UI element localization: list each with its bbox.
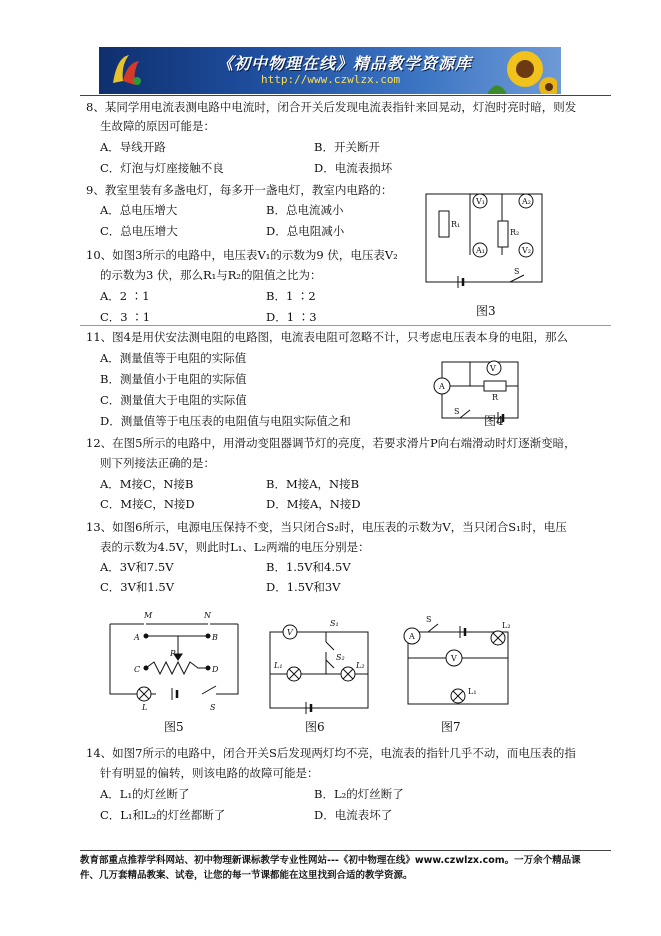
footer-line-2: 件、几万套精品教案、试卷，让您的每一节课都能在这里找到合适的教学资源。 xyxy=(80,870,413,881)
fig5-label: B xyxy=(212,633,218,642)
site-logo-icon xyxy=(107,51,145,89)
fig6-label: L₂ xyxy=(356,661,365,670)
fig3-label: R₂ xyxy=(510,228,520,237)
fig3-label: S xyxy=(514,267,520,276)
fig7-label: V xyxy=(451,654,457,663)
resistor-r1-icon xyxy=(439,211,449,237)
q13-option-a: A．3V和7.5V xyxy=(100,560,174,574)
q11-option-d: D．测量值等于电压表的电阻值与电阻实际值之和 xyxy=(100,414,351,428)
figure-3-caption: 图3 xyxy=(476,304,496,318)
q14-line2: 针有明显的偏转，则该电路的故障可能是： xyxy=(100,766,319,780)
fig4-label: S xyxy=(454,407,460,416)
fig6-label: L₁ xyxy=(274,661,283,670)
q13-line1: 13、如图6所示，电源电压保持不变，当只闭合S₂时，电压表的示数为V，当只闭合S₁时，电压 xyxy=(86,520,567,534)
q10-option-c: C．3 ∶1 xyxy=(100,310,151,324)
q11-option-a: A．测量值等于电阻的实际值 xyxy=(100,351,247,365)
fig7-label: S xyxy=(426,615,432,624)
q8-line1: 8、某同学用电流表测电路中电流时，闭合开关后发现电流表指针来回晃动，灯泡时亮时暗，则发 xyxy=(86,100,577,114)
resistor-r2-icon xyxy=(498,221,508,247)
q14-line1: 14、如图7所示的电路中，闭合开关S后发现两灯均不亮，电流表的指针几乎不动，而电压表的指 xyxy=(86,746,576,760)
q10-option-a: A．2 ∶1 xyxy=(100,289,150,303)
fig7-label: A xyxy=(409,632,415,641)
figure-4-circuit xyxy=(428,356,538,424)
switch-icon xyxy=(428,624,438,632)
q9-option-c: C．总电压增大 xyxy=(100,224,178,238)
q11-option-c: C．测量值大于电阻的实际值 xyxy=(100,393,247,407)
fig5-label: D xyxy=(212,665,219,674)
header-title: 《初中物理在线》精品教学资源库 xyxy=(217,54,473,73)
switch-icon xyxy=(460,410,470,418)
q13-option-d: D．1.5V和3V xyxy=(266,580,341,594)
fig5-label: A xyxy=(134,633,140,642)
q12-option-b: B．M接A，N接B xyxy=(266,477,360,491)
q8-option-c: C．灯泡与灯座接触不良 xyxy=(100,161,224,175)
footer-rule xyxy=(80,850,611,851)
fig3-label: A₂ xyxy=(522,197,531,206)
q14-option-d: D．电流表坏了 xyxy=(314,808,393,822)
q10-line2: 的示数为3 伏，那么R₁与R₂的阻值之比为： xyxy=(100,268,322,282)
q14-option-c: C．L₁和L₂的灯丝都断了 xyxy=(100,808,226,822)
figure-7-circuit xyxy=(398,606,524,714)
fig4-label: V xyxy=(490,364,496,373)
q10-option-d: D．1 ∶3 xyxy=(266,310,317,324)
fig6-label: S₂ xyxy=(336,653,345,662)
figure-7-caption: 图7 xyxy=(441,720,461,734)
q13-option-c: C．3V和1.5V xyxy=(100,580,175,594)
q9-option-a: A．总电压增大 xyxy=(100,203,178,217)
switch-s1-icon xyxy=(326,642,334,650)
q9-option-d: D．总电阻减小 xyxy=(266,224,345,238)
fig5-label: L xyxy=(142,703,148,712)
figure-4-caption: 图4 xyxy=(484,414,504,428)
q8-option-a: A．导线开路 xyxy=(100,140,166,154)
figure-6-caption: 图6 xyxy=(305,720,325,734)
q11-line1: 11、图4是用伏安法测电阻的电路图，电流表电阻可忽略不计，只考虑电压表本身的电阻，那么 xyxy=(86,330,568,344)
header-url[interactable]: http://www.czwlzx.com xyxy=(261,73,401,86)
q10-line1: 10、如图3所示的电路中，电压表V₁的示数为9 伏，电压表V₂ xyxy=(86,248,398,262)
fig5-label: N xyxy=(204,611,211,620)
fig6-label: V xyxy=(287,628,293,637)
q12-option-d: D．M接A，N接D xyxy=(266,497,361,511)
q12-line1: 12、在图5所示的电路中，用滑动变阻器调节灯的亮度，若要求滑片P向右端滑动时灯逐渐变暗， xyxy=(86,436,576,450)
fig5-label: C xyxy=(134,665,141,674)
sunflower-icon xyxy=(477,47,557,94)
header-banner xyxy=(99,47,561,94)
figure-3-circuit xyxy=(418,187,548,297)
fig5-label: M xyxy=(144,611,153,620)
fig7-label: L₁ xyxy=(468,687,477,696)
q12-option-a: A．M接C，N接B xyxy=(100,477,194,491)
fig3-label: R₁ xyxy=(451,220,461,229)
switch-s-icon xyxy=(510,275,524,282)
fig3-label: V₁ xyxy=(476,197,485,206)
q12-option-c: C．M接C，N接D xyxy=(100,497,195,511)
q10-option-b: B．1 ∶2 xyxy=(266,289,316,303)
section-rule xyxy=(80,325,611,326)
fig7-label: L₂ xyxy=(502,621,511,630)
q9-option-b: B．总电流减小 xyxy=(266,203,344,217)
q8-line2: 生故障的原因可能是： xyxy=(100,119,215,133)
q13-line2: 表的示数为4.5V，则此时L₁、L₂两端的电压分别是： xyxy=(100,540,370,554)
fig4-label: A xyxy=(439,382,445,391)
fig5-label: S xyxy=(210,703,216,712)
footer-line-1: 教育部重点推荐学科网站、初中物理新课标教学专业性网站---《初中物理在线》www.czwlzx.com。一万余个精品课 xyxy=(80,855,581,866)
q8-option-d: D．电流表损坏 xyxy=(314,161,393,175)
fig6-label: S₁ xyxy=(330,619,339,628)
q14-option-a: A．L₁的灯丝断了 xyxy=(100,787,190,801)
q9-line1: 9、教室里装有多盏电灯，每多开一盏电灯，教室内电路的： xyxy=(86,183,393,197)
fig5-label: P xyxy=(170,649,176,658)
q14-option-b: B．L₂的灯丝断了 xyxy=(314,787,404,801)
fig3-label: V₂ xyxy=(522,246,531,255)
q13-option-b: B．1.5V和4.5V xyxy=(266,560,351,574)
q8-option-b: B．开关断开 xyxy=(314,140,380,154)
header-rule xyxy=(80,95,611,96)
q12-line2: 则下列接法正确的是： xyxy=(100,456,215,470)
switch-s2-icon xyxy=(326,660,334,668)
figure-5-circuit xyxy=(106,606,242,714)
fig4-label: R xyxy=(492,393,499,402)
fig3-label: A₁ xyxy=(476,246,485,255)
switch-icon xyxy=(202,686,216,694)
figure-6-circuit xyxy=(264,614,376,714)
resistor-icon xyxy=(484,381,506,391)
q11-option-b: B．测量值小于电阻的实际值 xyxy=(100,372,247,386)
figure-5-caption: 图5 xyxy=(164,720,184,734)
